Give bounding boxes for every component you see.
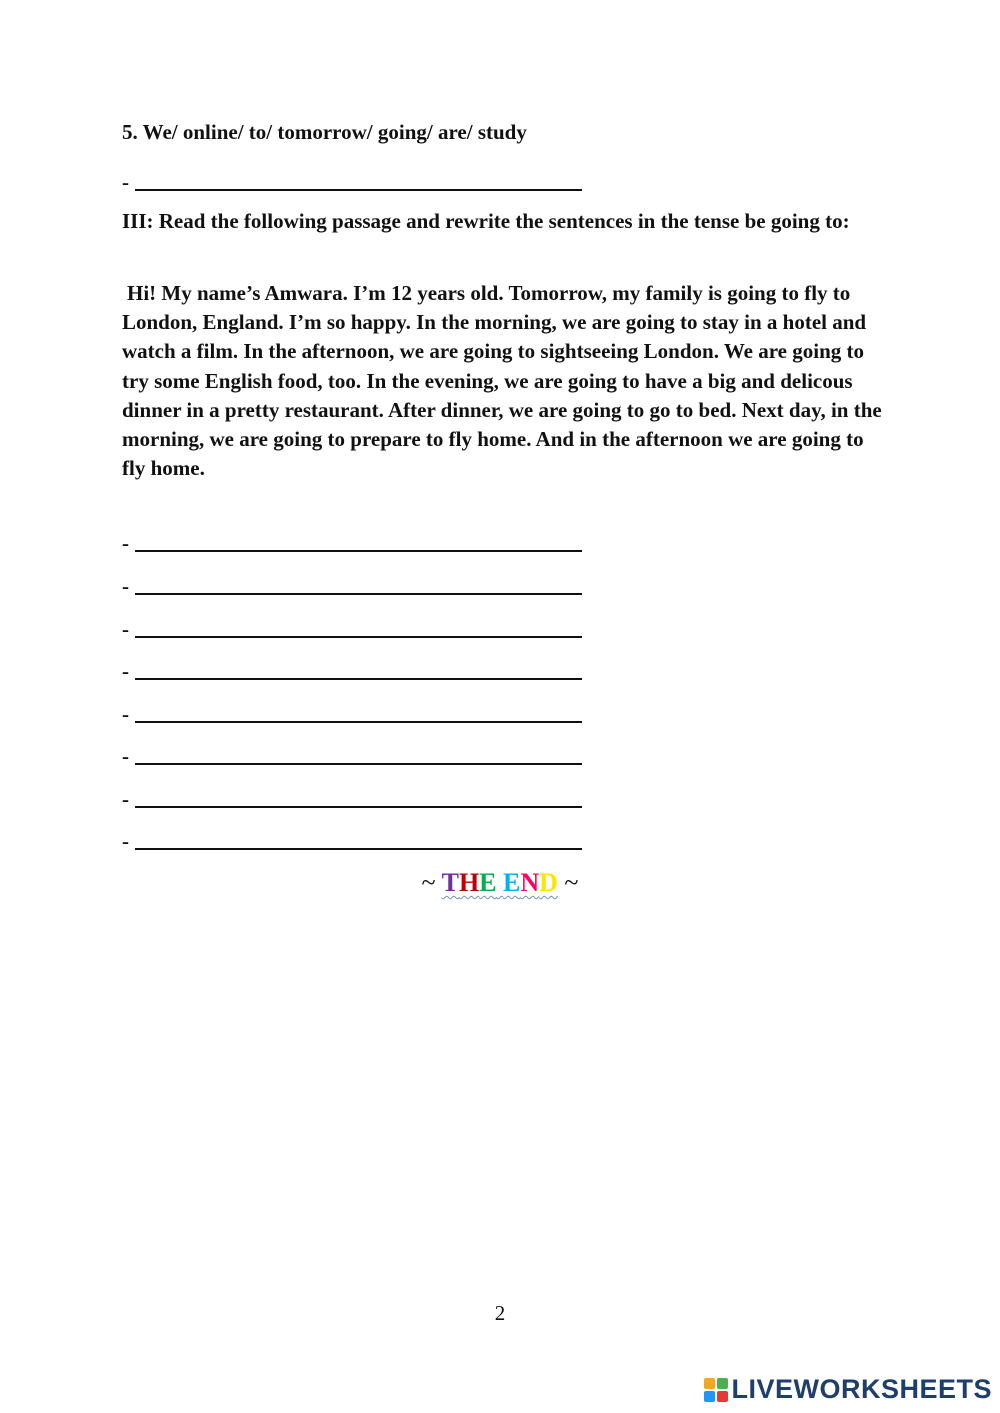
the-end-letter: D (539, 868, 558, 897)
answer-line-7[interactable] (122, 784, 582, 812)
tilde-left: ~ (421, 868, 436, 897)
answer-blank[interactable] (135, 571, 582, 595)
answer-blank[interactable] (135, 826, 582, 850)
answer-blank[interactable] (135, 614, 582, 638)
the-end-letter: T (441, 868, 459, 897)
the-end-letter: E (503, 868, 521, 897)
answer-dash: - (122, 170, 129, 194)
answer-blank[interactable] (135, 167, 582, 191)
answer-dash: - (122, 702, 129, 726)
question-5-prompt: 5. We/ online/ to/ tomorrow/ going/ are/ study (122, 120, 527, 144)
logo-square (717, 1391, 728, 1402)
answer-line-q5[interactable] (122, 167, 582, 195)
answer-dash: - (122, 829, 129, 853)
brand-name: LIVEWORKSHEETS (731, 1374, 992, 1404)
answer-blank[interactable] (135, 741, 582, 765)
answer-blank[interactable] (135, 656, 582, 680)
logo-square (717, 1378, 728, 1389)
the-end-letter: H (458, 868, 480, 897)
answer-blank[interactable] (135, 528, 582, 552)
answer-dash: - (122, 659, 129, 683)
liveworksheets-brand[interactable] (704, 1374, 992, 1405)
answer-line-3[interactable] (122, 614, 582, 642)
answer-line-4[interactable] (122, 656, 582, 684)
answer-dash: - (122, 531, 129, 555)
liveworksheets-logo-icon (704, 1378, 728, 1402)
the-end-text (442, 868, 558, 897)
answer-dash: - (122, 787, 129, 811)
answer-line-1[interactable] (122, 528, 582, 556)
reading-passage: Hi! My name’s Amwara. I’m 12 years old. Tomorrow, my family is going to fly to London, England. I’m so happy. In the morning, we are going to stay in a hotel and watch a film. In the afternoon, we are going to sightseeing London. We are going to try some English food, too. In the evening, we are going to have a big and delicous dinner in a pretty restaurant. After dinner, we are going to go to bed. Next day, in the morning, we are going to prepare to fly home. And in the afternoon we are going to fly home. (122, 281, 882, 481)
the-end-banner (0, 868, 1000, 898)
section-3-heading: III: Read the following passage and rewrite the sentences in the tense be going to: (122, 209, 850, 233)
answer-blank[interactable] (135, 784, 582, 808)
answer-dash: - (122, 574, 129, 598)
answer-blank[interactable] (135, 699, 582, 723)
logo-square (704, 1378, 715, 1389)
answer-line-5[interactable] (122, 699, 582, 727)
the-end-letter: N (520, 868, 540, 897)
answer-dash: - (122, 617, 129, 641)
answer-line-2[interactable] (122, 571, 582, 599)
answer-line-6[interactable] (122, 741, 582, 769)
answer-dash: - (122, 744, 129, 768)
answer-line-8[interactable] (122, 826, 582, 854)
tilde-right: ~ (564, 868, 579, 897)
page-number: 2 (494, 1301, 506, 1325)
logo-square (704, 1391, 715, 1402)
the-end-letter: E (479, 868, 497, 897)
